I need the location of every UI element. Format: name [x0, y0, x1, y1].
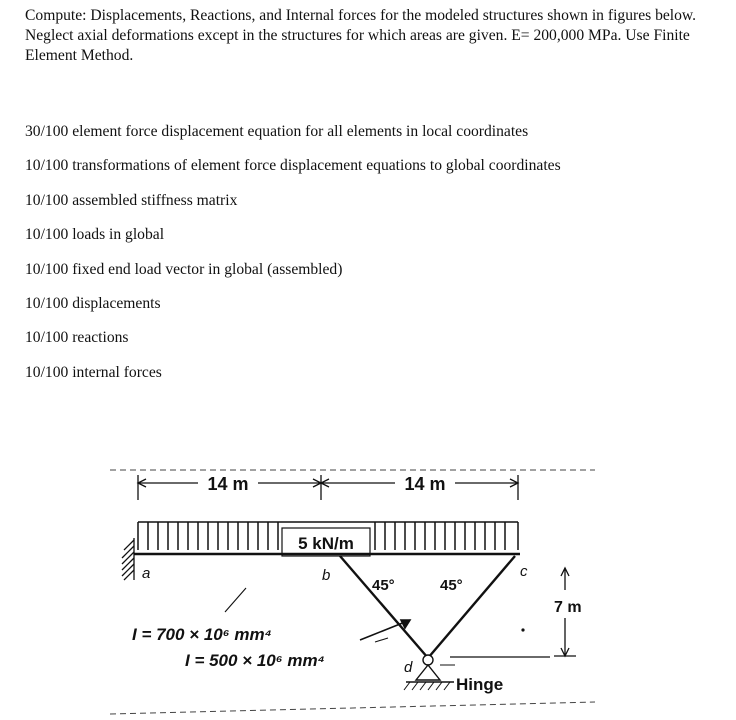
node-a-label: a: [142, 565, 151, 582]
dimension-top: [138, 475, 518, 500]
rubric-item: 10/100 internal forces: [25, 363, 162, 381]
node-d-label: d: [404, 659, 413, 676]
rubric-item: 10/100 reactions: [25, 329, 129, 347]
rubric-item: 10/100 transformations of element force displacement equations to global coordinates: [25, 157, 561, 175]
span-left-label: 14 m: [207, 474, 249, 494]
span-right-label: 14 m: [404, 474, 446, 494]
hinge-support-d: [406, 655, 454, 682]
rubric-item: 10/100 assembled stiffness matrix: [25, 191, 238, 209]
angle-left-label: 45°: [372, 577, 395, 594]
rubric-item: 10/100 loads in global: [25, 226, 165, 244]
node-b-label: b: [322, 567, 331, 584]
rubric-item: 30/100 element force displacement equation for all elements in local coordinates: [25, 123, 529, 140]
frame-diagram: [110, 440, 600, 720]
node-c-label: c: [520, 563, 528, 580]
structure-figure: [110, 440, 600, 720]
inertia-beam-label: I = 700 × 10⁶ mm⁴: [132, 625, 272, 644]
inertia-struts-label: I = 500 × 10⁶ mm⁴: [185, 651, 325, 670]
problem-statement: Compute: Displacements, Reactions, and Internal forces for the modeled structures shown in figures below. Neglect axial deformations except in the structures for which areas are given. E= 200,000 MPa. Use Finite Element Method.: [25, 7, 697, 64]
scan-dot: [521, 628, 524, 631]
scan-border: [110, 470, 595, 714]
rubric-item: 10/100 displacements: [25, 294, 161, 312]
inclined-struts: [340, 556, 515, 658]
angle-right-label: 45°: [440, 577, 463, 594]
load-label: 5 kN/m: [298, 534, 354, 553]
height-label: 7 m: [554, 599, 582, 616]
hinge-label: Hinge: [456, 675, 504, 694]
grading-rubric: [25, 121, 561, 396]
rubric-item: 10/100 fixed end load vector in global (assembled): [25, 260, 343, 278]
fixed-support-a: [122, 538, 134, 580]
